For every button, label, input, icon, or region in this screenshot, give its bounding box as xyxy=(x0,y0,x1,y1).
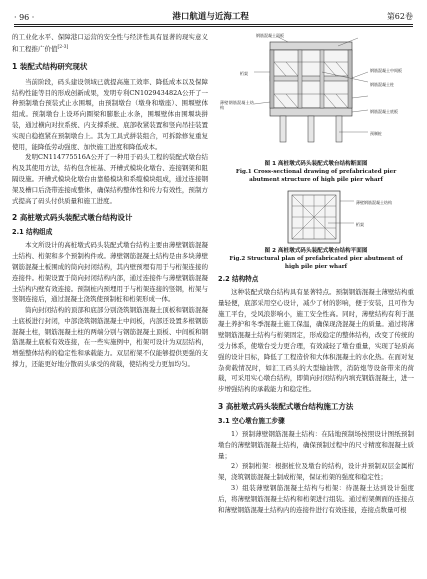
cross-section-svg xyxy=(218,32,414,160)
subsection-heading: 3.1 空心墩台施工步骤 xyxy=(218,416,285,425)
volume: 第62卷 xyxy=(386,12,413,21)
paragraph: 1）预制薄壁钢筋混凝土结构：在陆地预制场按照设计图纸预制墩台的薄壁钢筋混凝土结构，确保预制过程中的尺寸精度和混凝土质量； xyxy=(218,429,414,460)
fig1-label-pile: 预制桩 xyxy=(370,131,382,136)
figure-2-caption-en-2: high pile pier wharf xyxy=(284,264,348,270)
page-number: · 96 · xyxy=(14,13,35,22)
subsection-heading: 2.2 结构特点 xyxy=(218,275,259,283)
paragraph: 筒向封闭结构的顶部和底部分别浇筑钢筋混凝土顶板和钢筋混凝土底板进行封闭，中部浇筑钢筋混凝土中间板，内部还设置多根钢筋混凝土柱，钢筋混凝土柱的两端分别与钢筋混凝土顶板、中间板和钢筋混凝土底板有效连接，在一些实施例中，桁架可设计为双层结构，增强整体结构的稳定性和承载能力。双层桁架不仅能够提供更强的支撑力，还能更好地分散码头承受的荷载，使结构受力更加均匀。 xyxy=(12,306,208,369)
figure-1-caption-en-2: abutment structure of high pile pier wharf xyxy=(249,177,383,183)
fig1-label-truss: 桁架 xyxy=(240,71,248,76)
figure-1-caption-cn: 图 1 高桩墩式码头装配式墩台结构断面图 xyxy=(264,161,368,167)
page-header xyxy=(14,4,413,22)
paragraph: 发明CN114775516A公开了一种用于码头工程的装配式墩台结构及其使用方法，结构包含桩基、开槽式模块化墩台、连接钢架和阻隔设施。开槽式模块化墩台由靠船模块和系缆模块组成，通过连接钢架及槽口后浇带连接成整体，确保结构整体性和传力有效性，预制方式提高了码头付供质量和施工进度。 xyxy=(12,153,208,205)
section-heading: 1 装配式结构研究现状 xyxy=(12,61,88,71)
fig1-label-middle-slab: 钢筋混凝土中间板 xyxy=(370,68,402,73)
fig1-label-bottom-slab: 钢筋混凝土底板 xyxy=(370,109,398,114)
paragraph: 当前阶段，码头建设领域已就提高施工效率、降低成本以及保障结构性能等目的形成创新成果，发明专利CN102943482A公开了一种预制墩台预装式止水围堰，由预制墩台（墩身和墩座）、围堰壁体组成。预制墩台上设环向圈梁和膨胀止水条，围堰壁体由围堰块拼装，通过横向对拉系统、内支撑系统、底部收紧装置和竖向吊挂装置实现自稳抱紧在预制墩台上。其为工具式拼装组合，可拆除修复重复使用，能降低劳动强度、加快施工进度和降低成本。 xyxy=(12,77,208,151)
left-column xyxy=(12,32,208,370)
header-rule xyxy=(14,24,413,25)
right-column xyxy=(218,32,414,515)
fig1-label-thin-wall: 薄壁钢筋混凝土结构 xyxy=(220,100,254,110)
paragraph: 2）预制桁架：根据桩位及墩台的结构，设计并预制双层金属桁架，浇筑钢筋混凝土制成桁架，保证桁架的强度和稳定性； xyxy=(218,462,414,482)
section-heading: 2 高桩墩式码头装配式墩台结构设计 xyxy=(12,213,133,223)
figure-2-drawing xyxy=(218,187,414,247)
paragraph: 这种装配式墩台结构具有显著特点。预制钢筋混凝土薄壁结构重量轻便，底部采用空心设计，减少了材的影响，便于安装，且可作为施工平台，受风浪影响小，施工安全性高。同时，薄壁结构有利于混凝土养护和冬季混凝土施工保温，确保现浇混凝土的质量。通过将薄壁钢筋混凝土结构与桁架固定，形成稳定的整体结构，改变了传统的受力体系，使墩台受力更合理，有效减轻了墩台重量，实现了轻质高强的设计目标，降低了工程造价和大体积混凝土的水化热。在面对复杂荷载情况时，如汇工码头的大型输油管，消防炮等设备带来的荷载，可采用实心墩台结构，即简向封闭结构内填充钢筋混凝土，进一步增强结构的承载能力和稳定性。 xyxy=(218,288,414,394)
figure-1-drawing xyxy=(218,32,414,160)
subsection-heading: 2.1 结构组成 xyxy=(12,228,53,237)
fig1-label-top-slab: 钢筋混凝土顶板 xyxy=(256,33,284,38)
plan-view-svg xyxy=(218,187,414,247)
paragraph: 的工业化水平、保障港口运营的安全性与经济性具有显著的现实意义和工程推广价值[2-3] xyxy=(12,33,208,53)
fig2-label-truss: 桁架 xyxy=(356,222,364,227)
fig1-label-column: 钢筋混凝土柱 xyxy=(370,82,394,87)
journal-title: 港口航道与近海工程 xyxy=(172,12,249,22)
fig2-label-thin-wall: 薄壁钢筋混凝土结构 xyxy=(356,200,392,205)
figure-1-caption-en: Fig.1 Cross-sectional drawing of prefabricated pier xyxy=(235,169,397,175)
header-rule-thin xyxy=(14,26,413,27)
section-heading: 3 高桩墩式码头装配式墩台结构施工方法 xyxy=(218,401,354,411)
citation: [2-3] xyxy=(57,44,69,50)
paragraph: 本文所设计的高桩墩式码头装配式墩台结构主要由薄壁钢筋混凝土结构、桁架和多个预制构件或。薄壁钢筋混凝土结构是由多块薄壁钢筋混凝土板围成的筒向封闭结构，其内壁预埋有用于与桁架连接的连接件。桁架设置于筒向封闭结构内部，通过连接件与薄壁钢筋混凝土结构内壁有效连接。预制桩内预埋用于与桁架连接的竖钢，桁架与竖钢连接后，通过混凝土浇筑使预制桩和桁架形成一体。 xyxy=(12,241,208,304)
figure-2-caption-en: Fig.2 Structural plan of prefabricated pier abutment of xyxy=(229,256,403,262)
paragraph: 3）组装薄壁钢筋混凝土结构与桁架：待混凝土达到设计强度后，将薄壁钢筋混凝土结构和桁架进行组装。通过桁架侧面的连接点和薄壁钢筋混凝土结构内的连接件进行有效连接，连接点数量可根 xyxy=(218,483,414,514)
figure-2-caption-cn: 图 2 高桩墩式码头装配式墩台结构平面图 xyxy=(264,248,368,254)
